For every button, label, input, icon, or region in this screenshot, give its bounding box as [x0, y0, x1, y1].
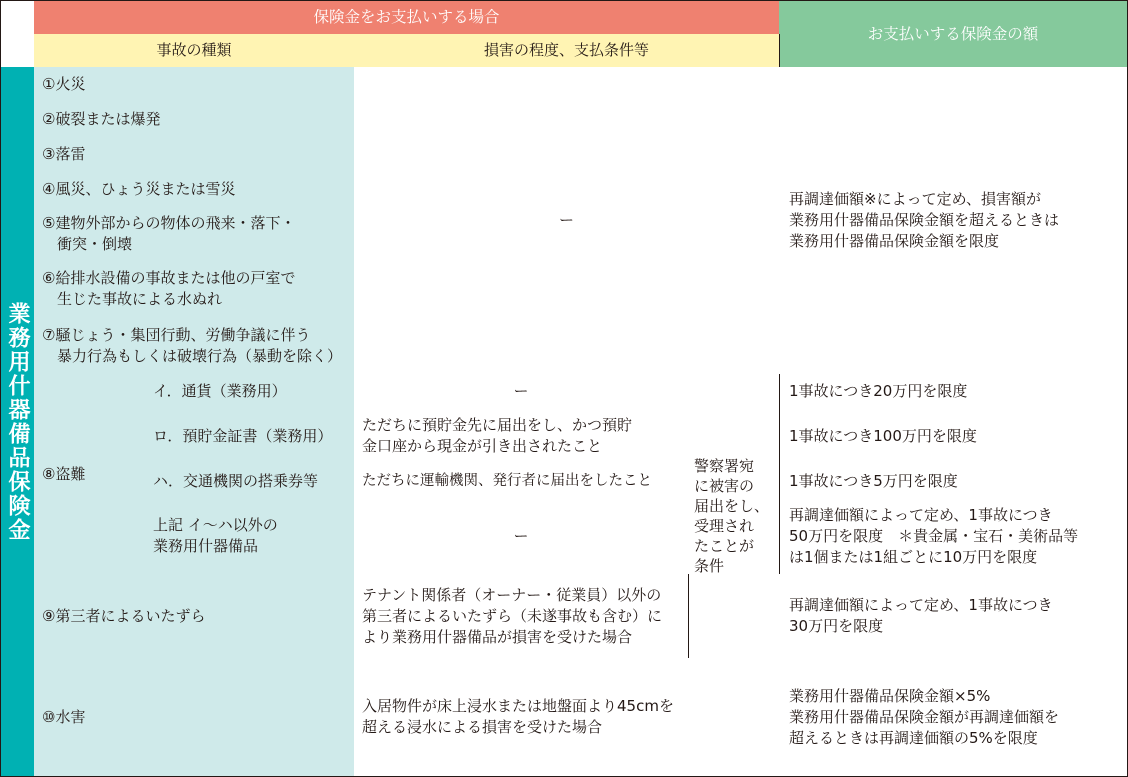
row-wind-hail-snow: ④風災、ひょう災または雪災: [34, 172, 355, 208]
mischief-condition: テナント関係者（オーナー・従業員）以外の 第三者によるいたずら（未遂事故も含む）に より業務用什器備品が損害を受けた場合: [354, 574, 689, 659]
header-pay-cases: 保険金をお支払いする場合: [34, 0, 780, 35]
row-riot: ⑦騒じょう・集団行動、労働争議に伴う 暴力行為もしくは破壊行為（暴動を除く）: [34, 317, 355, 375]
mischief-amount: 再調達価額によって定め、1事故につき 30万円を限度: [779, 574, 1128, 659]
header-accident-type: 事故の種類: [34, 34, 355, 68]
theft-other-condition: ー: [354, 498, 689, 575]
row-theft: ⑧盗難: [34, 374, 146, 575]
theft-deposit-amount: 1事故につき100万円を限度: [779, 408, 1128, 465]
group-1-7-amount: 再調達価額※によって定め、損害額が 業務用什器備品保険金額を超えるときは 業務用什器備品保険金額を限度: [779, 67, 1128, 375]
theft-deposit: ロ．預貯金証書（業務用）: [145, 408, 355, 465]
row-lightning: ③落雷: [34, 137, 355, 173]
theft-ticket: ハ．交通機関の搭乗券等: [145, 464, 355, 499]
theft-currency: イ．通貨（業務用）: [145, 374, 355, 409]
row-fire: ①火災: [34, 67, 355, 103]
header-damage-conditions: 損害の程度、支払条件等: [354, 34, 780, 68]
theft-other-amount: 再調達価額によって定め、1事故につき 50万円を限度 ＊貴金属・宝石・美術品等 は1個または1組ごとに10万円を限度: [779, 498, 1128, 575]
row-mischief: ⑨第三者によるいたずら: [34, 574, 355, 659]
theft-deposit-condition: ただちに預貯金先に届出をし、かつ預貯 金口座から現金が引き出されたこと: [354, 408, 689, 465]
theft-other: 上記 イ～ハ以外の 業務用什器備品: [145, 498, 355, 575]
corner-cell: [0, 0, 35, 68]
row-water-leak: ⑥給排水設備の事故または他の戸室で 生じた事故による水ぬれ: [34, 261, 355, 318]
row-flood: ⑩水害: [34, 658, 355, 777]
theft-ticket-amount: 1事故につき5万円を限度: [779, 464, 1128, 499]
group-1-7-condition: ー: [354, 67, 780, 375]
theft-currency-amount: 1事故につき20万円を限度: [779, 374, 1128, 409]
side-label: 業務用什器備品保険金: [0, 67, 35, 777]
row-explosion: ②破裂または爆発: [34, 102, 355, 138]
police-report-condition: 警察署宛 に被害の 届出をし、 受理され たことが 条件: [688, 374, 780, 659]
flood-amount: 業務用什器備品保険金額×5% 業務用什器備品保険金額が再調達価額を 超えるときは再調達価額の5%を限度: [779, 658, 1128, 777]
flood-condition: 入居物件が床上浸水または地盤面より45cmを 超える浸水による損害を受けた場合: [354, 658, 780, 777]
theft-ticket-condition: ただちに運輸機関、発行者に届出をしたこと: [354, 464, 689, 499]
theft-currency-condition: ー: [354, 374, 689, 409]
header-pay-amount: お支払いする保険金の額: [779, 0, 1128, 68]
row-falling-object: ⑤建物外部からの物体の飛来・落下・ 衝突・倒壊: [34, 207, 355, 262]
